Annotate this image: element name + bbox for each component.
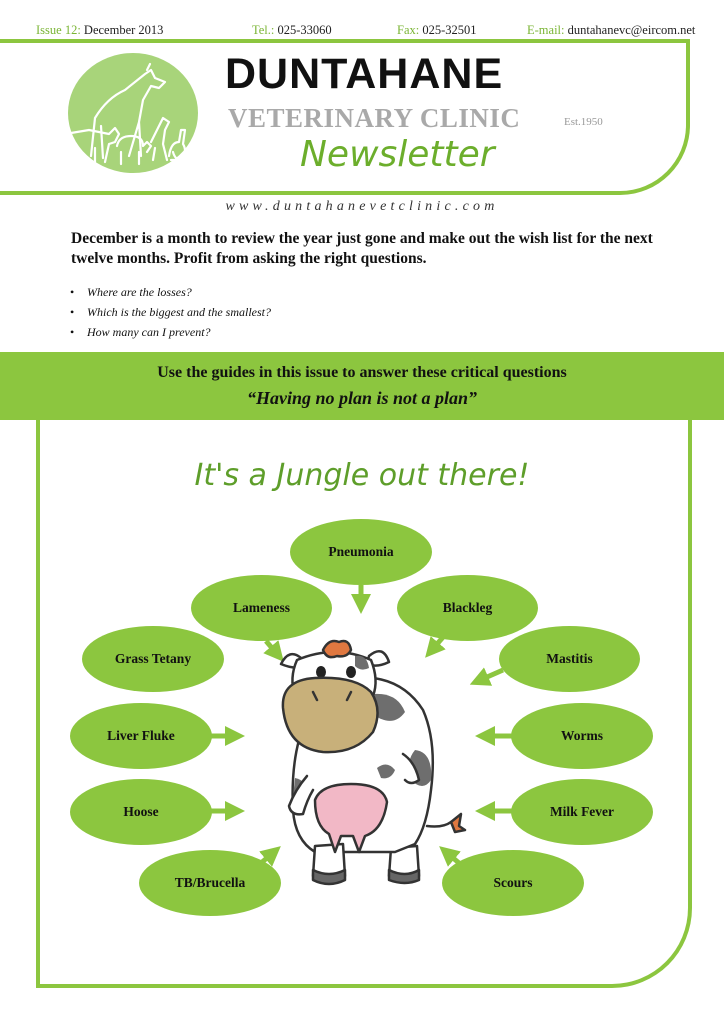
list-item: • Where are the losses? [70, 282, 271, 302]
clinic-name: DUNTAHANE [225, 50, 504, 98]
email[interactable]: E-mail: duntahanevc@eircom.net [527, 23, 696, 37]
banner-quote: “Having no plan is not a plan” [246, 388, 478, 408]
list-item: • How many can I prevent? [70, 322, 271, 342]
oval-mastitis: Mastitis [499, 626, 640, 692]
telephone: Tel.: 025-33060 [252, 23, 332, 37]
fax: Fax: 025-32501 [397, 23, 477, 37]
website-link[interactable]: www.duntahanevetclinic.com [225, 199, 499, 214]
arrow-mastitis-icon [478, 670, 503, 681]
list-item: • Which is the biggest and the smallest? [70, 302, 271, 322]
oval-scours: Scours [442, 850, 584, 916]
oval-blackleg: Blackleg [397, 575, 538, 641]
oval-worms: Worms [511, 703, 653, 769]
intro-paragraph: December is a month to review the year just gone and make out the wish list for the next twelve months. Profit from asking the right questions. [71, 230, 653, 267]
established-year: Est.1950 [564, 116, 603, 128]
oval-milk-fever: Milk Fever [511, 779, 653, 845]
oval-lameness: Lameness [191, 575, 332, 641]
banner-line-1: Use the guides in this issue to answer these critical questions [157, 364, 567, 381]
jungle-title: It's a Jungle out there! [194, 458, 530, 493]
issue-info: Issue 12: December 2013 [36, 23, 164, 37]
oval-pneumonia: Pneumonia [290, 519, 432, 585]
oval-hoose: Hoose [70, 779, 212, 845]
oval-grass-tetany: Grass Tetany [82, 626, 224, 692]
oval-liver-fluke: Liver Fluke [70, 703, 212, 769]
clinic-subtitle: VETERINARY CLINIC [228, 103, 521, 133]
cow-illustration-icon [255, 630, 475, 892]
newsletter-title: Newsletter [300, 134, 495, 175]
oval-tb-brucella: TB/Brucella [139, 850, 281, 916]
